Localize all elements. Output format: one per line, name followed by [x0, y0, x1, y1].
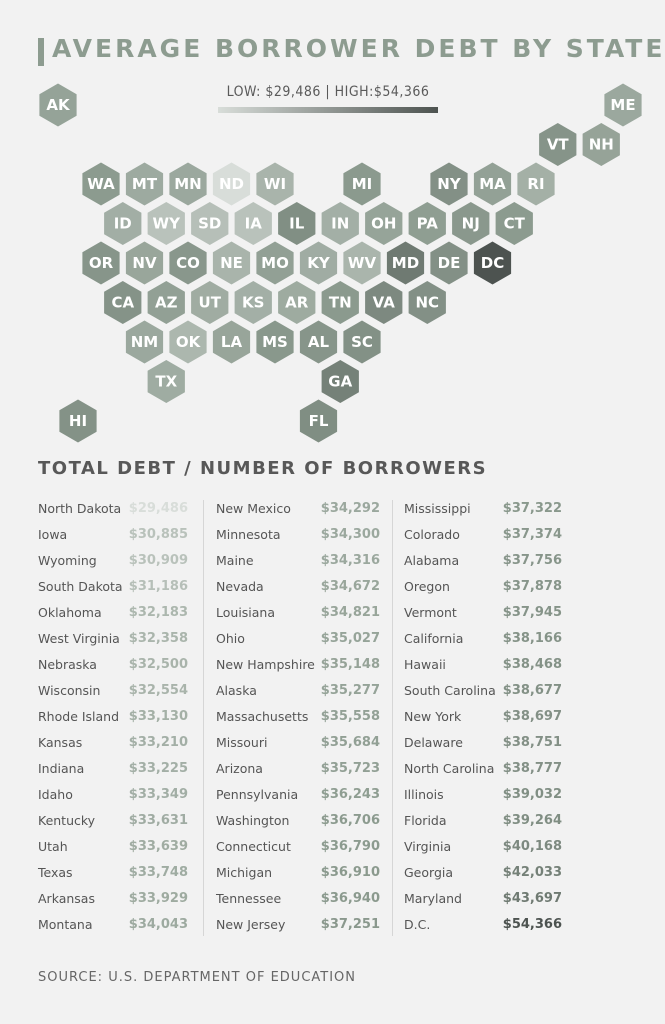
hex-sc [343, 321, 380, 364]
hex-in [322, 202, 359, 245]
state-name: Utah [38, 839, 68, 854]
hex-label: IN [331, 214, 350, 233]
debt-value: $33,130 [128, 709, 188, 724]
hex-va [365, 281, 402, 324]
table-row [404, 522, 562, 548]
hex-label: KS [242, 293, 265, 312]
hex-label: SC [351, 333, 373, 351]
hex-ky [300, 242, 337, 285]
hex-label: ID [113, 214, 132, 233]
table-row [404, 834, 562, 860]
hex-label: TX [155, 372, 178, 391]
hex-label: CT [503, 214, 525, 233]
table-row [38, 886, 188, 912]
hex-ut [191, 281, 228, 324]
state-name: Virginia [404, 839, 452, 854]
state-name: New York [404, 709, 462, 724]
source-note: SOURCE: U.S. DEPARTMENT OF EDUCATION [38, 970, 357, 985]
hex-wi [256, 163, 293, 206]
debt-value: $32,554 [128, 683, 188, 698]
hex-label: MI [351, 175, 373, 193]
hex-label: ND [218, 175, 245, 193]
hex-oh [365, 202, 402, 245]
hex-az [148, 281, 185, 324]
state-name: Louisiana [216, 605, 276, 620]
state-name: Arkansas [38, 891, 95, 906]
debt-value: $32,500 [128, 657, 188, 672]
state-name: South Carolina [404, 683, 496, 698]
state-name: West Virginia [38, 631, 120, 646]
debt-value: $40,168 [502, 839, 562, 854]
table-row [216, 704, 380, 730]
table-row [38, 652, 188, 678]
table-row [404, 678, 562, 704]
table-row [38, 782, 188, 808]
state-name: New Hampshire [216, 657, 315, 672]
hex-de [430, 242, 467, 285]
table-row [216, 496, 380, 522]
debt-value: $34,821 [320, 605, 380, 620]
hex-tn [322, 281, 359, 324]
table-row [38, 626, 188, 652]
table-row [216, 574, 380, 600]
state-name: Washington [216, 813, 290, 828]
table-row [216, 782, 380, 808]
debt-value: $33,225 [128, 761, 188, 776]
hex-mi [343, 163, 380, 206]
table-row [38, 704, 188, 730]
hex-ri [517, 163, 554, 206]
debt-value: $35,558 [320, 709, 380, 724]
hex-label: PA [416, 214, 438, 233]
state-name: Texas [38, 865, 73, 880]
state-name: D.C. [404, 917, 431, 932]
debt-value: $38,677 [502, 683, 562, 698]
hex-label: HI [68, 412, 88, 430]
hex-label: IA [244, 214, 262, 233]
table-row [216, 730, 380, 756]
hex-label: OH [371, 214, 397, 233]
hex-label: KY [307, 254, 330, 272]
debt-value: $30,885 [128, 527, 188, 542]
table-row [404, 548, 562, 574]
page-title: AVERAGE BORROWER DEBT BY STATE [52, 34, 665, 63]
state-name: Indiana [38, 761, 85, 776]
state-name: Michigan [216, 865, 273, 880]
hex-label: MO [261, 254, 289, 272]
hex-label: RI [527, 175, 545, 193]
table-row [216, 626, 380, 652]
debt-value: $36,790 [320, 839, 380, 854]
hex-label: DC [480, 254, 505, 272]
debt-value: $34,043 [128, 917, 188, 932]
hex-mn [169, 163, 206, 206]
hex-label: AZ [155, 293, 178, 312]
hex-label: IL [289, 214, 305, 233]
hex-label: CA [111, 293, 135, 312]
debt-value: $33,929 [128, 891, 188, 906]
range-label: LOW: $29,486 | HIGH:$54,366 [226, 84, 430, 100]
hex-wy [148, 202, 185, 245]
hex-il [278, 202, 315, 245]
table-row [38, 574, 188, 600]
hex-label: TN [328, 293, 352, 312]
table-row [38, 548, 188, 574]
debt-value: $33,631 [128, 813, 188, 828]
state-name: Connecticut [216, 839, 291, 854]
state-name: Ohio [216, 631, 245, 646]
hex-ca [104, 281, 141, 324]
hex-sd [191, 202, 228, 245]
state-name: Tennessee [216, 891, 282, 906]
hex-label: AR [285, 293, 309, 312]
state-name: New Jersey [216, 917, 286, 932]
debt-value: $54,366 [502, 917, 562, 932]
hex-label: WA [87, 175, 115, 193]
debt-value: $38,468 [502, 657, 562, 672]
debt-value: $38,697 [502, 709, 562, 724]
table-row [216, 912, 380, 938]
hex-label: UT [198, 293, 221, 312]
table-row [38, 496, 188, 522]
hex-nm [126, 321, 163, 364]
table-row [216, 808, 380, 834]
hex-label: MN [174, 175, 202, 193]
hex-me [604, 84, 641, 127]
debt-value: $38,777 [502, 761, 562, 776]
debt-value: $32,183 [128, 605, 188, 620]
table-row [216, 600, 380, 626]
debt-value: $34,672 [320, 579, 380, 594]
hex-label: FL [308, 412, 329, 430]
state-name: Colorado [404, 527, 460, 542]
hex-label: NE [220, 254, 243, 272]
table-row [216, 834, 380, 860]
state-name: Alaska [216, 683, 257, 698]
hex-label: GA [328, 372, 353, 391]
hex-id [104, 202, 141, 245]
hex-label: WV [347, 254, 377, 272]
hex-ms [256, 321, 293, 364]
state-name: Hawaii [404, 657, 446, 672]
hex-mo [256, 242, 293, 285]
table-row [404, 574, 562, 600]
debt-value: $37,251 [320, 917, 380, 932]
hex-label: VA [372, 293, 395, 312]
hex-ks [235, 281, 272, 324]
hex-label: DE [437, 254, 461, 272]
state-name: South Dakota [38, 579, 123, 594]
state-name: Vermont [404, 605, 457, 620]
debt-value: $32,358 [128, 631, 188, 646]
debt-value: $37,756 [502, 553, 562, 568]
hex-ak [39, 84, 76, 127]
hex-tile-map [0, 80, 636, 450]
table-row [404, 626, 562, 652]
table-row [38, 912, 188, 938]
state-name: Wisconsin [38, 683, 101, 698]
state-name: Wyoming [38, 553, 97, 568]
debt-table-column-2 [216, 496, 380, 938]
table-subtitle: TOTAL DEBT / NUMBER OF BORROWERS [38, 458, 488, 479]
state-name: Maryland [404, 891, 462, 906]
state-name: Missouri [216, 735, 268, 750]
hex-label: OK [175, 333, 201, 351]
state-name: New Mexico [216, 501, 291, 516]
table-row [216, 652, 380, 678]
hex-label: NH [588, 135, 614, 154]
hex-nd [213, 163, 250, 206]
hex-label: LA [220, 333, 243, 351]
debt-value: $39,032 [502, 787, 562, 802]
table-row [404, 886, 562, 912]
hex-ne [213, 242, 250, 285]
hex-label: NC [415, 293, 440, 312]
table-row [216, 548, 380, 574]
state-name: Massachusetts [216, 709, 309, 724]
hex-ct [496, 202, 533, 245]
hex-label: WY [152, 214, 180, 233]
hex-label: SD [198, 214, 222, 233]
table-row [38, 522, 188, 548]
hex-label: CO [176, 254, 200, 272]
column-divider [203, 500, 204, 936]
hex-ia [235, 202, 272, 245]
state-name: Nebraska [38, 657, 97, 672]
hex-tx [148, 360, 185, 403]
debt-value: $33,639 [128, 839, 188, 854]
table-row [404, 730, 562, 756]
table-row [404, 756, 562, 782]
table-row [404, 652, 562, 678]
debt-value: $33,349 [128, 787, 188, 802]
table-row [216, 678, 380, 704]
state-name: North Dakota [38, 501, 122, 516]
state-name: Kentucky [38, 813, 96, 828]
table-row [404, 912, 562, 938]
hex-label: AL [307, 333, 330, 351]
table-row [216, 886, 380, 912]
state-name: Nevada [216, 579, 264, 594]
debt-value: $35,148 [320, 657, 380, 672]
state-name: Idaho [38, 787, 73, 802]
debt-value: $34,292 [320, 501, 380, 516]
hex-dc [474, 242, 511, 285]
debt-value: $35,277 [320, 683, 380, 698]
hex-label: VT [546, 135, 569, 154]
hex-label: NJ [461, 214, 480, 233]
state-name: Mississippi [404, 501, 471, 516]
debt-value: $38,751 [502, 735, 562, 750]
hex-label: NV [132, 254, 157, 272]
state-name: Florida [404, 813, 447, 828]
table-row [404, 782, 562, 808]
table-row [38, 600, 188, 626]
debt-table-column-3 [404, 496, 562, 938]
hex-or [82, 242, 119, 285]
table-row [38, 808, 188, 834]
table-row [404, 808, 562, 834]
state-name: Delaware [404, 735, 463, 750]
table-row [38, 860, 188, 886]
state-name: Iowa [38, 527, 68, 542]
hex-nh [583, 123, 620, 166]
hex-label: MS [262, 333, 288, 351]
debt-value: $33,210 [128, 735, 188, 750]
debt-value: $29,486 [128, 501, 188, 516]
state-name: Oregon [404, 579, 450, 594]
debt-value: $34,300 [320, 527, 380, 542]
state-name: Alabama [404, 553, 460, 568]
hex-label: MT [131, 175, 158, 193]
hex-nj [452, 202, 489, 245]
title-accent-bar [38, 38, 44, 66]
hex-ma [474, 163, 511, 206]
table-row [404, 860, 562, 886]
hex-ga [322, 360, 359, 403]
hex-fl [300, 400, 337, 443]
hex-la [213, 321, 250, 364]
state-name: Arizona [216, 761, 263, 776]
debt-value: $37,945 [502, 605, 562, 620]
state-name: Illinois [404, 787, 444, 802]
state-name: Pennsylvania [216, 787, 299, 802]
debt-value: $31,186 [128, 579, 188, 594]
hex-label: MD [391, 254, 420, 272]
debt-value: $37,374 [502, 527, 562, 542]
state-name: Kansas [38, 735, 83, 750]
debt-value: $37,322 [502, 501, 562, 516]
table-row [404, 704, 562, 730]
hex-nv [126, 242, 163, 285]
hex-label: AK [46, 96, 70, 114]
hex-ny [430, 163, 467, 206]
state-name: Montana [38, 917, 93, 932]
debt-value: $34,316 [320, 553, 380, 568]
debt-value: $35,027 [320, 631, 380, 646]
debt-value: $43,697 [502, 891, 562, 906]
table-row [216, 860, 380, 886]
hex-md [387, 242, 424, 285]
state-name: Oklahoma [38, 605, 102, 620]
debt-value: $38,166 [502, 631, 562, 646]
hex-label: WI [263, 175, 287, 193]
hex-label: ME [610, 96, 636, 114]
hex-wv [343, 242, 380, 285]
table-row [38, 756, 188, 782]
debt-table-column-1 [38, 496, 188, 938]
hex-label: NY [437, 175, 461, 193]
state-name: California [404, 631, 464, 646]
debt-value: $35,723 [320, 761, 380, 776]
debt-value: $39,264 [502, 813, 562, 828]
state-name: North Carolina [404, 761, 495, 776]
table-row [216, 522, 380, 548]
state-name: Minnesota [216, 527, 281, 542]
hex-mt [126, 163, 163, 206]
state-name: Maine [216, 553, 254, 568]
hex-vt [539, 123, 576, 166]
debt-value: $36,706 [320, 813, 380, 828]
debt-value: $37,878 [502, 579, 562, 594]
column-divider [392, 500, 393, 936]
table-row [38, 678, 188, 704]
hex-al [300, 321, 337, 364]
hex-wa [82, 163, 119, 206]
hex-hi [59, 400, 96, 443]
hex-label: OR [88, 254, 114, 272]
debt-value: $36,940 [320, 891, 380, 906]
table-row [404, 600, 562, 626]
hex-label: MA [479, 175, 506, 193]
debt-value: $36,243 [320, 787, 380, 802]
hex-ok [169, 321, 206, 364]
debt-value: $35,684 [320, 735, 380, 750]
hex-pa [409, 202, 446, 245]
debt-value: $42,033 [502, 865, 562, 880]
table-row [38, 834, 188, 860]
debt-value: $33,748 [128, 865, 188, 880]
hex-co [169, 242, 206, 285]
state-name: Georgia [404, 865, 454, 880]
debt-value: $36,910 [320, 865, 380, 880]
table-row [216, 756, 380, 782]
hex-label: NM [130, 333, 159, 351]
hex-nc [409, 281, 446, 324]
debt-value: $30,909 [128, 553, 188, 568]
state-name: Rhode Island [38, 709, 120, 724]
hex-ar [278, 281, 315, 324]
table-row [404, 496, 562, 522]
table-row [38, 730, 188, 756]
